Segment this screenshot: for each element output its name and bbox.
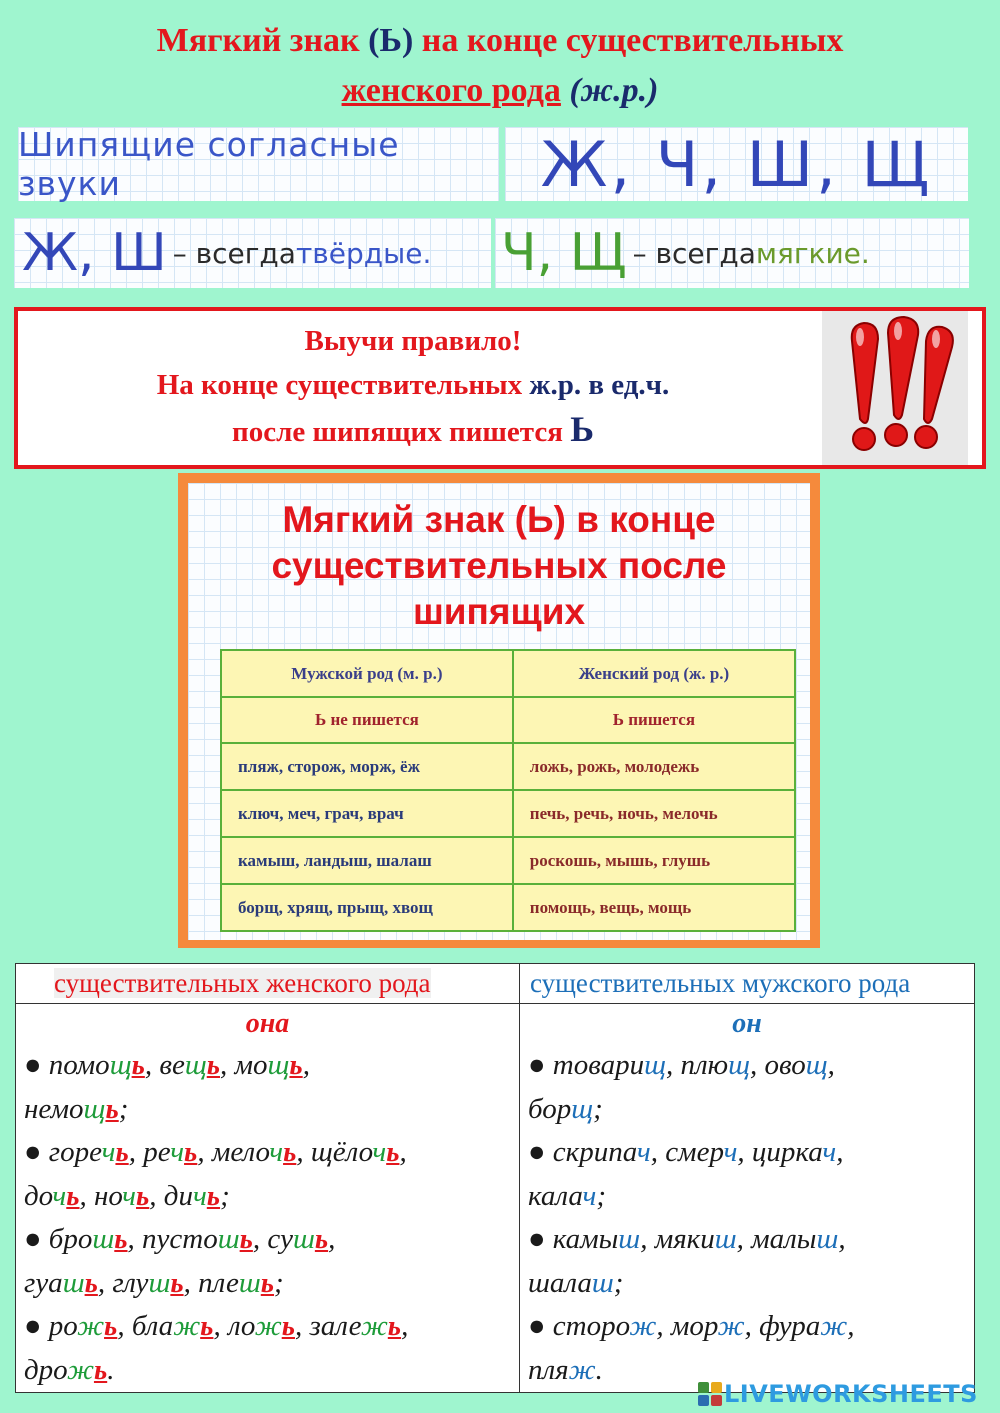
word [94,1180,149,1212]
subheader-feminine: Ь пишется [513,697,795,743]
sibilant-letter: щ [184,1049,207,1081]
word-stem: сторо [552,1310,630,1342]
word [112,1267,183,1299]
sibilant-letter: ч [269,1136,284,1168]
masculine-word-list [520,1044,974,1392]
title-line-1 [0,16,1000,66]
sibilant-letter: ч [101,1136,116,1168]
word [49,1049,145,1081]
soft-sign: ь [114,1223,128,1255]
cell-masculine: ключ, меч, грач, врач [221,790,513,837]
word [528,1180,596,1212]
poster-title: Мягкий знак (Ь) в конце существительных после шипящих [271,499,727,632]
word [228,1310,295,1342]
rule-box [14,307,986,469]
title-feminine: женского рода [341,72,561,109]
word [528,1354,596,1386]
word-stem: цирка [751,1136,823,1168]
title-abbrev: (ж.р.) [569,72,659,109]
word-stem: су [267,1223,293,1255]
sibilant-letter: ч [122,1179,137,1212]
word-stem: кала [528,1179,583,1212]
masculine-column [520,1004,975,1393]
list-item: ● товарищ, плющ, овощ, борщ; [528,1049,835,1125]
bullet-icon: ● [528,1223,553,1255]
sibilant-letter: ш [148,1266,171,1299]
header-feminine: Женский род (ж. р.) [513,650,795,697]
word-stem: малы [751,1223,817,1255]
soft-sign: ь [104,1310,118,1342]
sibilant-letter: ч [582,1179,597,1212]
word [671,1310,745,1342]
sibilants-letters: Ж, Ч, Ш, Щ [540,127,933,201]
word-stem: но [94,1179,123,1212]
sibilant-letter: ч [822,1136,837,1168]
list-item: ● сторож, морж, фураж, пляж. [528,1310,855,1386]
word [665,1136,737,1168]
words-table [15,963,975,1393]
sibilant-letter: ш [217,1223,240,1255]
sibilant-letter: щ [83,1092,106,1125]
soft-sign: ь [84,1266,98,1299]
sibilant-letter: ш [816,1223,839,1255]
word-stem: немо [24,1092,84,1125]
sibilants-label: Шипящие согласные звуки [18,125,400,203]
soft-sign: ь [386,1136,400,1168]
table-row [221,697,795,743]
sibilant-letter: ч [52,1179,67,1212]
cell-masculine: пляж, сторож, морж, ёж [221,743,513,790]
sibilant-letter: ш [714,1223,737,1255]
word [24,1267,98,1299]
soft-sign: ь [260,1266,275,1299]
bullet-icon: ● [528,1049,553,1081]
word-stem: бро [48,1223,93,1255]
sibilant-letter: ш [238,1266,261,1299]
liveworksheets-logo-icon [698,1382,722,1406]
cell-feminine: печь, речь, ночь, мелочь [513,790,795,837]
sibilants-letters-card [505,127,968,201]
word-stem: товари [552,1049,645,1081]
word-stem: мо [234,1049,268,1081]
feminine-word-list [16,1044,519,1392]
word [159,1049,220,1081]
word [212,1136,297,1168]
pronoun-masculine: он [732,1008,762,1039]
sibilant-letter: ж [77,1310,105,1342]
soft-sign: ь [66,1179,80,1212]
table-row [221,650,795,697]
soft-sign: ь [184,1136,198,1168]
word [528,1093,593,1125]
table-row [221,790,795,837]
list-item: ● рожь, блажь, ложь, залежь, дрожь. [24,1310,409,1386]
page-title [0,16,1000,116]
table-row [221,884,795,931]
word [765,1049,828,1081]
sibilant-letter: щ [805,1049,828,1081]
soft-sign: ь [206,1049,220,1081]
word [553,1136,651,1168]
rule-text [18,319,808,454]
soft-sign: ь [115,1136,129,1168]
sibilant-letter: ч [723,1136,738,1168]
word-stem: бор [528,1092,572,1125]
watermark [698,1378,978,1410]
feminine-column [16,1004,520,1393]
cell-feminine: помощь, вещь, мощь [513,884,795,931]
bullet-icon: ● [24,1223,49,1255]
word [49,1223,128,1255]
word-stem: ро [48,1310,78,1342]
sibilant-letter: ч [372,1136,387,1168]
soft-sign: ь [314,1223,329,1255]
rule-poster [178,473,820,948]
soft-sign: ь [289,1049,303,1081]
sibilant-letter: ш [591,1266,614,1299]
word [759,1310,847,1342]
sibilant-letter: ш [92,1223,115,1255]
sibilant-letter: ж [820,1310,848,1342]
sibilant-letter: ж [717,1310,745,1342]
word [752,1136,836,1168]
word-stem: зале [309,1310,361,1342]
title-line-2 [0,66,1000,116]
header-masculine: Мужской род (м. р.) [221,650,513,697]
cell-masculine: борщ, хрящ, прыщ, хвощ [221,884,513,931]
soft-sign: ь [387,1310,402,1342]
word [553,1223,640,1255]
soft-sign: ь [206,1179,221,1212]
bullet-icon: ● [528,1310,553,1342]
sibilant-letter: ж [568,1353,596,1386]
soft-sign: ь [170,1266,184,1299]
hard-letters: Ж, Ш [22,223,167,283]
rule-line-1: Выучи правило! [304,325,522,357]
header-text: существительных женского рода [54,968,431,998]
sibilant-letter: щ [644,1049,667,1081]
sibilant-letter: ш [618,1223,641,1255]
table-row [221,743,795,790]
word-stem: горе [48,1136,102,1168]
sibilant-letter: ж [254,1310,282,1342]
cell-feminine: ложь, рожь, молодежь [513,743,795,790]
word [24,1093,119,1125]
word-stem: мело [211,1136,270,1168]
word [553,1310,657,1342]
soft-sign: ь [131,1049,145,1081]
word-stem: смер [665,1136,724,1168]
word-stem: камы [552,1223,619,1255]
word-stem: ве [159,1049,185,1081]
word [309,1310,401,1342]
word-stem: пле [198,1266,239,1299]
soft-consonants-card [495,218,969,288]
sibilant-letter: ч [170,1136,185,1168]
soft-sign: ь [281,1310,295,1342]
rule-abbrev: ж.р. в ед.ч. [529,369,670,401]
list-item: ● горечь, речь, мелочь, щёлочь, дочь, ночь, дичь; [24,1136,407,1212]
rule-part: На конце существительных [156,369,530,401]
cell-feminine: роскошь, мышь, глушь [513,837,795,884]
word [132,1310,214,1342]
sibilant-letter: щ [267,1049,290,1081]
word-stem: щёло [310,1136,373,1168]
word [235,1049,303,1081]
soft-sign: ь [239,1223,253,1255]
word [143,1136,197,1168]
word-stem: плю [680,1049,729,1081]
sibilants-label-card [18,127,499,201]
bullet-icon: ● [24,1136,49,1168]
word-stem: фура [759,1310,821,1342]
list-item: ● скрипач, смерч, циркач, калач; [528,1136,844,1212]
word-stem: ди [163,1179,193,1212]
soft-sign: ь [105,1092,119,1125]
word-stem: шала [528,1266,592,1299]
header-masculine-nouns: существительных мужского рода [520,964,975,1004]
word-stem: помо [48,1049,110,1081]
bullet-icon: ● [528,1136,553,1168]
word [528,1267,614,1299]
rule-part: после шипящих пишется [232,416,571,448]
sibilant-letter: ж [66,1353,94,1386]
soft-sign: ь [93,1353,108,1386]
rule-line-3 [18,407,808,454]
table-row [221,837,795,884]
title-part: Мягкий знак [156,22,369,59]
word [267,1223,328,1255]
word [142,1223,253,1255]
watermark-text: LIVEWORKSHEETS [724,1380,978,1408]
soft-dash: – всегда [632,236,756,270]
word [198,1267,274,1299]
soft-sign: ь [136,1179,150,1212]
word [311,1136,400,1168]
hard-consonants-card [14,218,491,288]
sibilant-letter: ч [636,1136,651,1168]
word [24,1354,107,1386]
hard-dash: – всегда [172,236,296,270]
rule-soft-sign: Ь [570,409,594,449]
word [553,1049,666,1081]
sibilant-letter: ш [292,1223,315,1255]
hard-word: твёрдые. [295,236,432,270]
pronoun-feminine: она [245,1008,290,1039]
header-feminine-nouns [16,964,520,1004]
word-stem: ло [227,1310,255,1342]
exclamation-icon [822,311,968,465]
word-stem: дро [24,1353,67,1386]
word [164,1180,220,1212]
soft-letters: Ч, Щ [501,223,627,283]
bullet-icon: ● [24,1049,49,1081]
bullet-icon: ● [24,1310,49,1342]
word-stem: ре [143,1136,171,1168]
word-stem: пусто [142,1223,218,1255]
sibilant-letter: щ [728,1049,751,1081]
sibilant-letter: ч [192,1179,207,1212]
sibilant-letter: щ [571,1092,594,1125]
word [49,1136,129,1168]
title-soft-sign: (Ь) [368,22,414,59]
soft-word: мягкие. [755,236,870,270]
poster-inner [188,483,810,940]
word-stem: мор [670,1310,718,1342]
word-stem: бла [131,1310,174,1342]
sibilant-letter: ш [62,1266,85,1299]
sibilant-letter: ж [360,1310,388,1342]
sibilant-letter: ж [629,1310,657,1342]
list-item: ● камыш, мякиш, малыш, шалаш; [528,1223,846,1299]
list-item: ● помощь, вещь, мощь, немощь; [24,1049,310,1125]
table-row [16,964,975,1004]
word [681,1049,751,1081]
word-stem: до [24,1179,53,1212]
word [49,1310,118,1342]
soft-sign: ь [283,1136,297,1168]
word-stem: ово [764,1049,806,1081]
word [24,1180,80,1212]
word [655,1223,737,1255]
cell-masculine: камыш, ландыш, шалаш [221,837,513,884]
table-row [16,1004,975,1393]
soft-sign: ь [200,1310,214,1342]
word [751,1223,838,1255]
title-part: на конце существительных [413,22,844,59]
sibilant-letter: ж [173,1310,201,1342]
word-stem: мяки [654,1223,715,1255]
word-stem: гуа [24,1266,63,1299]
list-item: ● брошь, пустошь, сушь, гуашь, глушь, плешь; [24,1223,336,1299]
sibilant-letter: щ [109,1049,132,1081]
subheader-masculine: Ь не пишется [221,697,513,743]
word-stem: глу [112,1266,149,1299]
word-stem: скрипа [552,1136,637,1168]
poster-table [220,649,796,932]
word-stem: пля [528,1353,569,1386]
rule-line-2 [18,363,808,407]
